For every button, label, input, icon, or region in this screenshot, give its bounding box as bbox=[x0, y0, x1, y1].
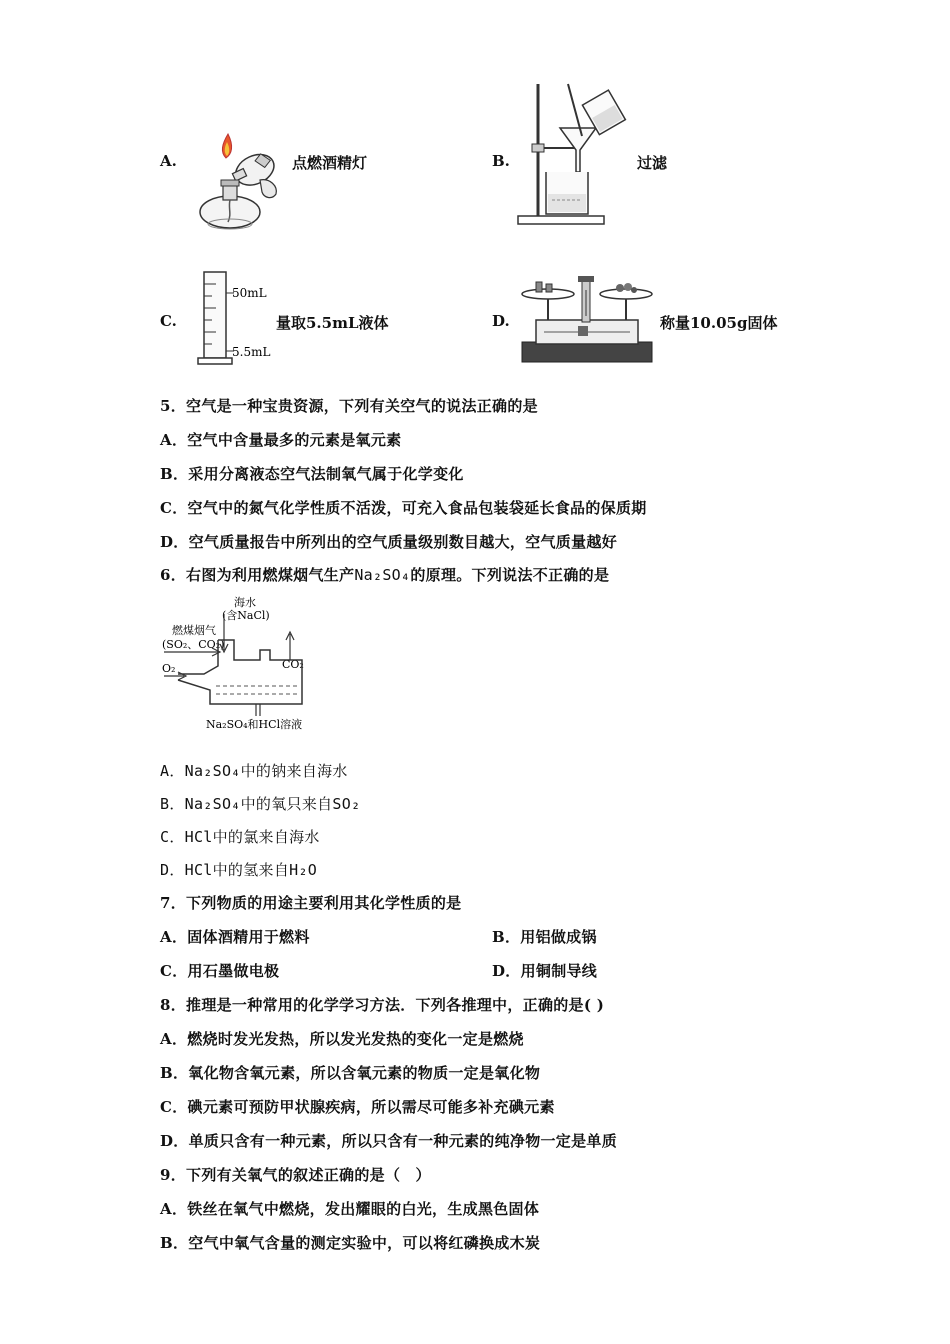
cylinder-mark-bottom: 5.5mL bbox=[232, 345, 271, 359]
q8-option-a: A．燃烧时发光发热，所以发光发热的变化一定是燃烧 bbox=[160, 1030, 524, 1048]
q4-option-d-label: D. bbox=[492, 312, 510, 330]
label-seawater: 海水 bbox=[234, 596, 256, 609]
q7-option-d: D．用铜制导线 bbox=[492, 962, 598, 980]
q6-stem-pre: 6．右图为利用燃煤烟气生产 bbox=[160, 566, 355, 584]
balance-scale-icon bbox=[518, 270, 656, 366]
q8-option-d: D．单质只含有一种元素，所以只含有一种元素的纯净物一定是单质 bbox=[160, 1132, 618, 1150]
filtration-apparatus-icon bbox=[516, 80, 636, 230]
q7-stem: 7．下列物质的用途主要利用其化学性质的是 bbox=[160, 894, 462, 912]
q8-option-b: B．氧化物含氧元素，所以含氧元素的物质一定是氧化物 bbox=[160, 1064, 541, 1082]
q6-option-d: D．HCl中的氢来自H₂O bbox=[160, 861, 318, 879]
q7-option-a: A．固体酒精用于燃料 bbox=[160, 928, 310, 946]
q4-option-b-label: B. bbox=[492, 152, 510, 170]
q7-option-c: C．用石墨做电极 bbox=[160, 962, 280, 980]
alcohol-lamp-lighting-icon bbox=[192, 128, 288, 234]
q7-option-b: B．用铝做成锅 bbox=[492, 928, 597, 946]
label-flue-gas-note: (SO₂、CO₂) bbox=[162, 638, 225, 651]
q5-option-a: A．空气中含量最多的元素是氧元素 bbox=[160, 431, 402, 449]
q5-option-d: D．空气质量报告中所列出的空气质量级别数目越大，空气质量越好 bbox=[160, 533, 618, 551]
q8-option-c: C．碘元素可预防甲状腺疾病，所以需尽可能多补充碘元素 bbox=[160, 1098, 555, 1116]
q4-option-d-caption: 称量10.05g固体 bbox=[660, 314, 778, 332]
q4-option-b-caption: 过滤 bbox=[637, 154, 668, 172]
label-o2: O₂ bbox=[162, 662, 176, 675]
label-co2: CO₂ bbox=[282, 658, 304, 671]
q4-option-a-label: A. bbox=[160, 152, 177, 170]
q8-stem: 8．推理是一种常用的化学学习方法．下列各推理中，正确的是( ) bbox=[160, 996, 605, 1014]
flue-gas-process-diagram bbox=[160, 594, 320, 734]
q4-option-c-caption: 量取5.5mL液体 bbox=[276, 314, 389, 332]
q4-option-c-label: C. bbox=[160, 312, 177, 330]
q6-stem bbox=[160, 564, 609, 585]
label-seawater-note: (含NaCl) bbox=[222, 609, 270, 622]
q6-stem-formula: Na₂SO₄ bbox=[354, 566, 411, 584]
q6-option-a: A．Na₂SO₄中的钠来自海水 bbox=[160, 762, 348, 780]
q5-option-c: C．空气中的氮气化学性质不活泼，可充入食品包装袋延长食品的保质期 bbox=[160, 499, 647, 517]
q4-option-a-caption: 点燃酒精灯 bbox=[292, 154, 368, 172]
q9-option-b: B．空气中氧气含量的测定实验中，可以将红磷换成木炭 bbox=[160, 1234, 541, 1252]
label-product: Na₂SO₄和HCl溶液 bbox=[206, 718, 303, 731]
graduated-cylinder-icon bbox=[194, 268, 274, 368]
q5-stem: 5．空气是一种宝贵资源，下列有关空气的说法正确的是 bbox=[160, 397, 538, 415]
q6-option-b: B．Na₂SO₄中的氧只来自SO₂ bbox=[160, 795, 361, 813]
label-flue-gas: 燃煤烟气 bbox=[172, 624, 216, 637]
q5-option-b: B．采用分离液态空气法制氧气属于化学变化 bbox=[160, 465, 464, 483]
q6-option-c: C．HCl中的氯来自海水 bbox=[160, 828, 320, 846]
q6-stem-post: 的原理。下列说法不正确的是 bbox=[410, 566, 610, 584]
q9-stem: 9．下列有关氧气的叙述正确的是（ ） bbox=[160, 1166, 431, 1184]
cylinder-mark-top: 50mL bbox=[232, 286, 267, 300]
q9-option-a: A．铁丝在氧气中燃烧，发出耀眼的白光，生成黑色固体 bbox=[160, 1200, 540, 1218]
